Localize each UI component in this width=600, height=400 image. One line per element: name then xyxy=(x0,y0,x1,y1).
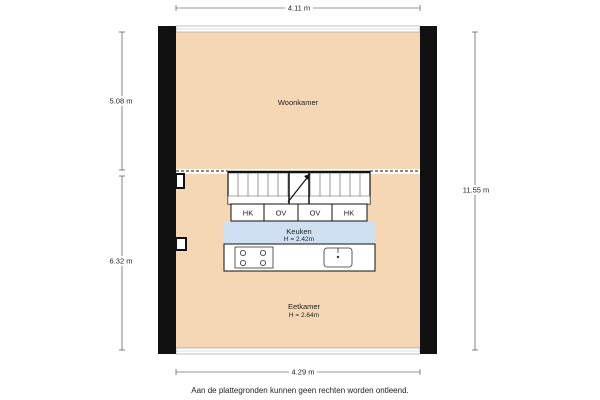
room-label-woonkamer: Woonkamer xyxy=(277,98,319,107)
left-wall-niche-upper xyxy=(176,174,184,188)
kitchen-island xyxy=(224,244,375,271)
room-label-eetkamer: Eetkamer xyxy=(287,302,321,311)
top-window-band xyxy=(176,26,420,32)
room-label-keuken: Keuken xyxy=(286,227,312,236)
dimension-bottom-label: 4.29 m xyxy=(291,367,315,377)
dimension-right-label: 11.55 m xyxy=(462,185,490,195)
bottom-window-band xyxy=(176,348,420,354)
dimension-left-upper-label: 5.08 m xyxy=(109,96,133,106)
appliance-label: OV xyxy=(275,208,287,218)
left-wall-niche-lower xyxy=(176,238,186,250)
room-height-keuken: H = 2.42m xyxy=(283,236,315,243)
right-wall xyxy=(420,26,437,354)
disclaimer: Aan de plattegronden kunnen geen rechten worden ontleend. xyxy=(191,386,409,395)
appliance-label: HK xyxy=(343,208,355,218)
dimension-left-lower-label: 6.32 m xyxy=(109,256,133,266)
sink-drain-icon xyxy=(337,256,339,258)
room-height-eetkamer: H = 2.64m xyxy=(288,312,320,319)
dimension-top-label: 4.11 m xyxy=(287,3,311,13)
staircase xyxy=(228,172,370,204)
appliance-row xyxy=(231,204,367,221)
appliance-label: HK xyxy=(242,208,254,218)
left-wall xyxy=(158,26,176,354)
dimension-left xyxy=(119,32,125,350)
appliance-label: OV xyxy=(309,208,321,218)
